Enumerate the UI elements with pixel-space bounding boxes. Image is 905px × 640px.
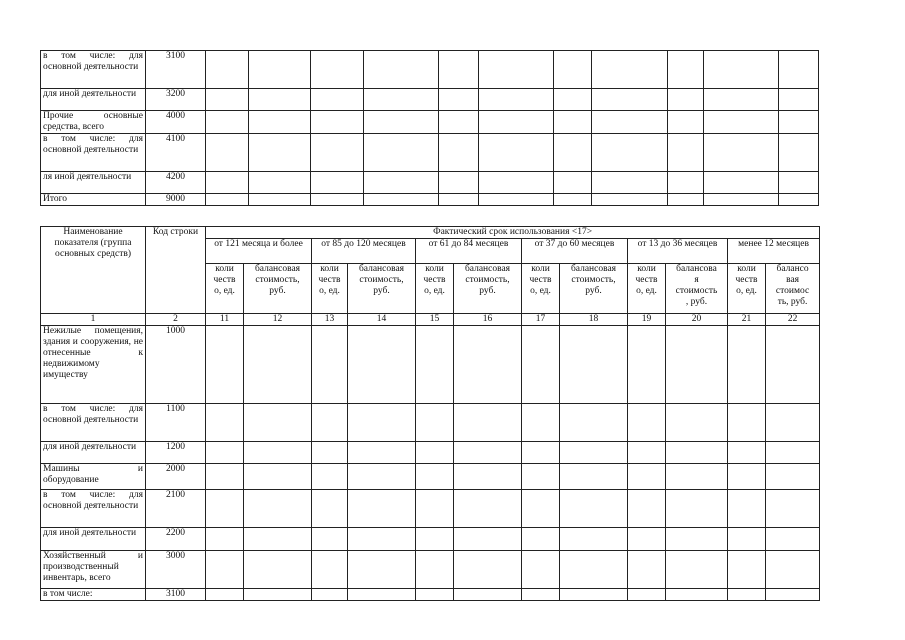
empty-cell [312, 404, 348, 442]
table-row [41, 442, 820, 464]
empty-cell [416, 490, 454, 528]
empty-cell [628, 326, 666, 404]
empty-cell [628, 404, 666, 442]
empty-cell [666, 442, 728, 464]
empty-cell [728, 464, 766, 490]
row-code: 1100 [146, 404, 206, 442]
empty-cell [348, 442, 416, 464]
empty-cell [206, 134, 249, 172]
empty-cell [348, 326, 416, 404]
empty-cell [522, 490, 560, 528]
empty-cell [206, 111, 249, 134]
empty-cell [311, 134, 364, 172]
row-code: 4200 [146, 172, 206, 194]
empty-cell [206, 404, 244, 442]
empty-cell [728, 404, 766, 442]
header-quantity: коли честв о, ед. [206, 264, 244, 314]
empty-cell [522, 404, 560, 442]
empty-cell [560, 490, 628, 528]
empty-cell [554, 194, 592, 206]
empty-cell [206, 464, 244, 490]
empty-cell [454, 404, 522, 442]
table-row [41, 172, 819, 194]
column-number: 19 [628, 314, 666, 326]
row-name: для иной деятельности [41, 442, 146, 464]
empty-cell [704, 89, 779, 111]
empty-cell [348, 528, 416, 551]
empty-cell [479, 172, 554, 194]
empty-cell [249, 111, 311, 134]
header-quantity: коли честв о, ед. [628, 264, 666, 314]
empty-cell [728, 589, 766, 601]
empty-cell [766, 326, 820, 404]
empty-cell [439, 111, 479, 134]
empty-cell [766, 551, 820, 589]
empty-cell [554, 172, 592, 194]
empty-cell [668, 89, 704, 111]
empty-cell [560, 442, 628, 464]
table-row [41, 326, 820, 404]
empty-cell [244, 464, 312, 490]
empty-cell [312, 551, 348, 589]
column-number: 15 [416, 314, 454, 326]
row-name: Итого [41, 194, 146, 206]
empty-cell [416, 589, 454, 601]
header-period: от 85 до 120 месяцев [312, 239, 416, 264]
empty-cell [454, 326, 522, 404]
header-period: от 61 до 84 месяцев [416, 239, 522, 264]
header-code-column: Код строки [146, 227, 206, 314]
header-period: от 121 месяца и более [206, 239, 312, 264]
column-number: 18 [560, 314, 628, 326]
row-name: в том числе: [41, 589, 146, 601]
empty-cell [249, 134, 311, 172]
column-number: 16 [454, 314, 522, 326]
row-code: 2000 [146, 464, 206, 490]
empty-cell [560, 404, 628, 442]
header-book-value: балансовая стоимость, руб. [244, 264, 312, 314]
empty-cell [554, 134, 592, 172]
row-name: для иной деятельности [41, 528, 146, 551]
empty-cell [348, 464, 416, 490]
empty-cell [312, 442, 348, 464]
empty-cell [668, 172, 704, 194]
empty-cell [244, 589, 312, 601]
column-number: 21 [728, 314, 766, 326]
empty-cell [416, 326, 454, 404]
empty-cell [206, 194, 249, 206]
row-code: 2100 [146, 490, 206, 528]
row-name: Машины и оборудование [41, 464, 146, 490]
empty-cell [522, 326, 560, 404]
empty-cell [628, 528, 666, 551]
empty-cell [560, 464, 628, 490]
empty-cell [779, 194, 819, 206]
column-number: 2 [146, 314, 206, 326]
empty-cell [348, 404, 416, 442]
column-number: 14 [348, 314, 416, 326]
empty-cell [454, 490, 522, 528]
column-number: 20 [666, 314, 728, 326]
empty-cell [206, 442, 244, 464]
empty-cell [312, 589, 348, 601]
empty-cell [704, 172, 779, 194]
empty-cell [522, 589, 560, 601]
empty-cell [479, 194, 554, 206]
empty-cell [206, 528, 244, 551]
empty-cell [668, 51, 704, 89]
empty-cell [666, 464, 728, 490]
empty-cell [779, 172, 819, 194]
empty-cell [766, 490, 820, 528]
row-name: Прочие основные средства, всего [41, 111, 146, 134]
empty-cell [704, 194, 779, 206]
empty-cell [244, 528, 312, 551]
empty-cell [311, 172, 364, 194]
empty-cell [312, 464, 348, 490]
empty-cell [348, 490, 416, 528]
column-number: 12 [244, 314, 312, 326]
table-row [41, 490, 820, 528]
empty-cell [364, 172, 439, 194]
empty-cell [364, 51, 439, 89]
top-table-fragment [40, 50, 819, 206]
empty-cell [592, 172, 668, 194]
empty-cell [628, 551, 666, 589]
column-number: 11 [206, 314, 244, 326]
empty-cell [439, 51, 479, 89]
empty-cell [592, 51, 668, 89]
empty-cell [249, 194, 311, 206]
empty-cell [249, 89, 311, 111]
empty-cell [666, 490, 728, 528]
empty-cell [206, 326, 244, 404]
table-row [41, 528, 820, 551]
empty-cell [779, 89, 819, 111]
empty-cell [704, 111, 779, 134]
empty-cell [206, 490, 244, 528]
row-code: 4100 [146, 134, 206, 172]
row-name: в том числе: для основной деятельности [41, 490, 146, 528]
column-number: 22 [766, 314, 820, 326]
empty-cell [479, 51, 554, 89]
column-number: 13 [312, 314, 348, 326]
row-name: в том числе: для основной деятельности [41, 134, 146, 172]
empty-cell [311, 194, 364, 206]
header-book-value: балансовая стоимость, руб. [560, 264, 628, 314]
empty-cell [592, 194, 668, 206]
empty-cell [206, 51, 249, 89]
empty-cell [244, 404, 312, 442]
empty-cell [364, 89, 439, 111]
empty-cell [348, 551, 416, 589]
header-book-value: балансовая стоимость, руб. [348, 264, 416, 314]
empty-cell [666, 326, 728, 404]
empty-cell [728, 528, 766, 551]
empty-cell [554, 51, 592, 89]
row-code: 2200 [146, 528, 206, 551]
row-name: в том числе: для основной деятельности [41, 51, 146, 89]
empty-cell [249, 51, 311, 89]
empty-cell [766, 528, 820, 551]
header-usage-period-title: Фактический срок использования <17> [206, 227, 820, 239]
empty-cell [312, 490, 348, 528]
empty-cell [364, 111, 439, 134]
empty-cell [766, 589, 820, 601]
table-row [41, 111, 819, 134]
empty-cell [560, 551, 628, 589]
header-book-value: балансовая стоимость, руб. [454, 264, 522, 314]
row-name: Нежилые помещения, здания и сооружения, не отнесенные к недвижимому имуществу [41, 326, 146, 404]
empty-cell [728, 326, 766, 404]
empty-cell [311, 89, 364, 111]
empty-cell [312, 326, 348, 404]
empty-cell [766, 442, 820, 464]
header-book-value: балансова я стоимость , руб. [666, 264, 728, 314]
row-code: 1200 [146, 442, 206, 464]
table-row [41, 589, 820, 601]
empty-cell [666, 404, 728, 442]
empty-cell [439, 172, 479, 194]
empty-cell [522, 551, 560, 589]
empty-cell [592, 111, 668, 134]
table-row [41, 464, 820, 490]
empty-cell [560, 589, 628, 601]
empty-cell [439, 134, 479, 172]
row-code: 3000 [146, 551, 206, 589]
empty-cell [416, 464, 454, 490]
empty-cell [704, 134, 779, 172]
empty-cell [479, 89, 554, 111]
empty-cell [479, 111, 554, 134]
empty-cell [311, 111, 364, 134]
empty-cell [206, 589, 244, 601]
row-code: 3200 [146, 89, 206, 111]
empty-cell [628, 464, 666, 490]
empty-cell [206, 172, 249, 194]
header-quantity: коли честв о, ед. [728, 264, 766, 314]
empty-cell [206, 89, 249, 111]
empty-cell [704, 51, 779, 89]
empty-cell [728, 551, 766, 589]
empty-cell [454, 442, 522, 464]
header-book-value: балансо вая стоимос ть, руб. [766, 264, 820, 314]
row-code: 3100 [146, 589, 206, 601]
empty-cell [779, 51, 819, 89]
empty-cell [416, 528, 454, 551]
empty-cell [439, 194, 479, 206]
empty-cell [249, 172, 311, 194]
table-row [41, 89, 819, 111]
empty-cell [522, 442, 560, 464]
empty-cell [560, 326, 628, 404]
empty-cell [454, 589, 522, 601]
empty-cell [311, 51, 364, 89]
empty-cell [416, 551, 454, 589]
row-name: в том числе: для основной деятельности [41, 404, 146, 442]
empty-cell [554, 111, 592, 134]
empty-cell [666, 589, 728, 601]
empty-cell [668, 194, 704, 206]
table-row [41, 194, 819, 206]
header-quantity: коли честв о, ед. [416, 264, 454, 314]
main-table [40, 226, 820, 601]
empty-cell [666, 528, 728, 551]
empty-cell [416, 404, 454, 442]
empty-cell [668, 134, 704, 172]
empty-cell [454, 551, 522, 589]
empty-cell [312, 528, 348, 551]
empty-cell [728, 490, 766, 528]
empty-cell [244, 551, 312, 589]
empty-cell [364, 134, 439, 172]
empty-cell [454, 528, 522, 551]
table-row [41, 551, 820, 589]
empty-cell [728, 442, 766, 464]
table-row [41, 404, 820, 442]
header-quantity: коли честв о, ед. [522, 264, 560, 314]
row-name: ля иной деятельности [41, 172, 146, 194]
column-number: 1 [41, 314, 146, 326]
empty-cell [522, 464, 560, 490]
row-name: Хозяйственный и производственный инвентарь, всего [41, 551, 146, 589]
column-number: 17 [522, 314, 560, 326]
empty-cell [666, 551, 728, 589]
header-period: менее 12 месяцев [728, 239, 820, 264]
empty-cell [244, 442, 312, 464]
empty-cell [628, 589, 666, 601]
empty-cell [479, 134, 554, 172]
header-name-column: Наименование показателя (группа основных средств) [41, 227, 146, 314]
table-row [41, 134, 819, 172]
row-code: 9000 [146, 194, 206, 206]
row-code: 4000 [146, 111, 206, 134]
empty-cell [628, 442, 666, 464]
empty-cell [364, 194, 439, 206]
empty-cell [454, 464, 522, 490]
empty-cell [668, 111, 704, 134]
empty-cell [348, 589, 416, 601]
empty-cell [244, 326, 312, 404]
empty-cell [244, 490, 312, 528]
empty-cell [206, 551, 244, 589]
empty-cell [592, 89, 668, 111]
empty-cell [554, 89, 592, 111]
row-code: 3100 [146, 51, 206, 89]
empty-cell [766, 404, 820, 442]
table-row [41, 51, 819, 89]
row-name: для иной деятельности [41, 89, 146, 111]
empty-cell [592, 134, 668, 172]
empty-cell [522, 528, 560, 551]
empty-cell [779, 111, 819, 134]
empty-cell [779, 134, 819, 172]
empty-cell [766, 464, 820, 490]
empty-cell [628, 490, 666, 528]
empty-cell [416, 442, 454, 464]
header-period: от 37 до 60 месяцев [522, 239, 628, 264]
empty-cell [560, 528, 628, 551]
empty-cell [439, 89, 479, 111]
row-code: 1000 [146, 326, 206, 404]
header-quantity: коли честв о, ед. [312, 264, 348, 314]
header-period: от 13 до 36 месяцев [628, 239, 728, 264]
